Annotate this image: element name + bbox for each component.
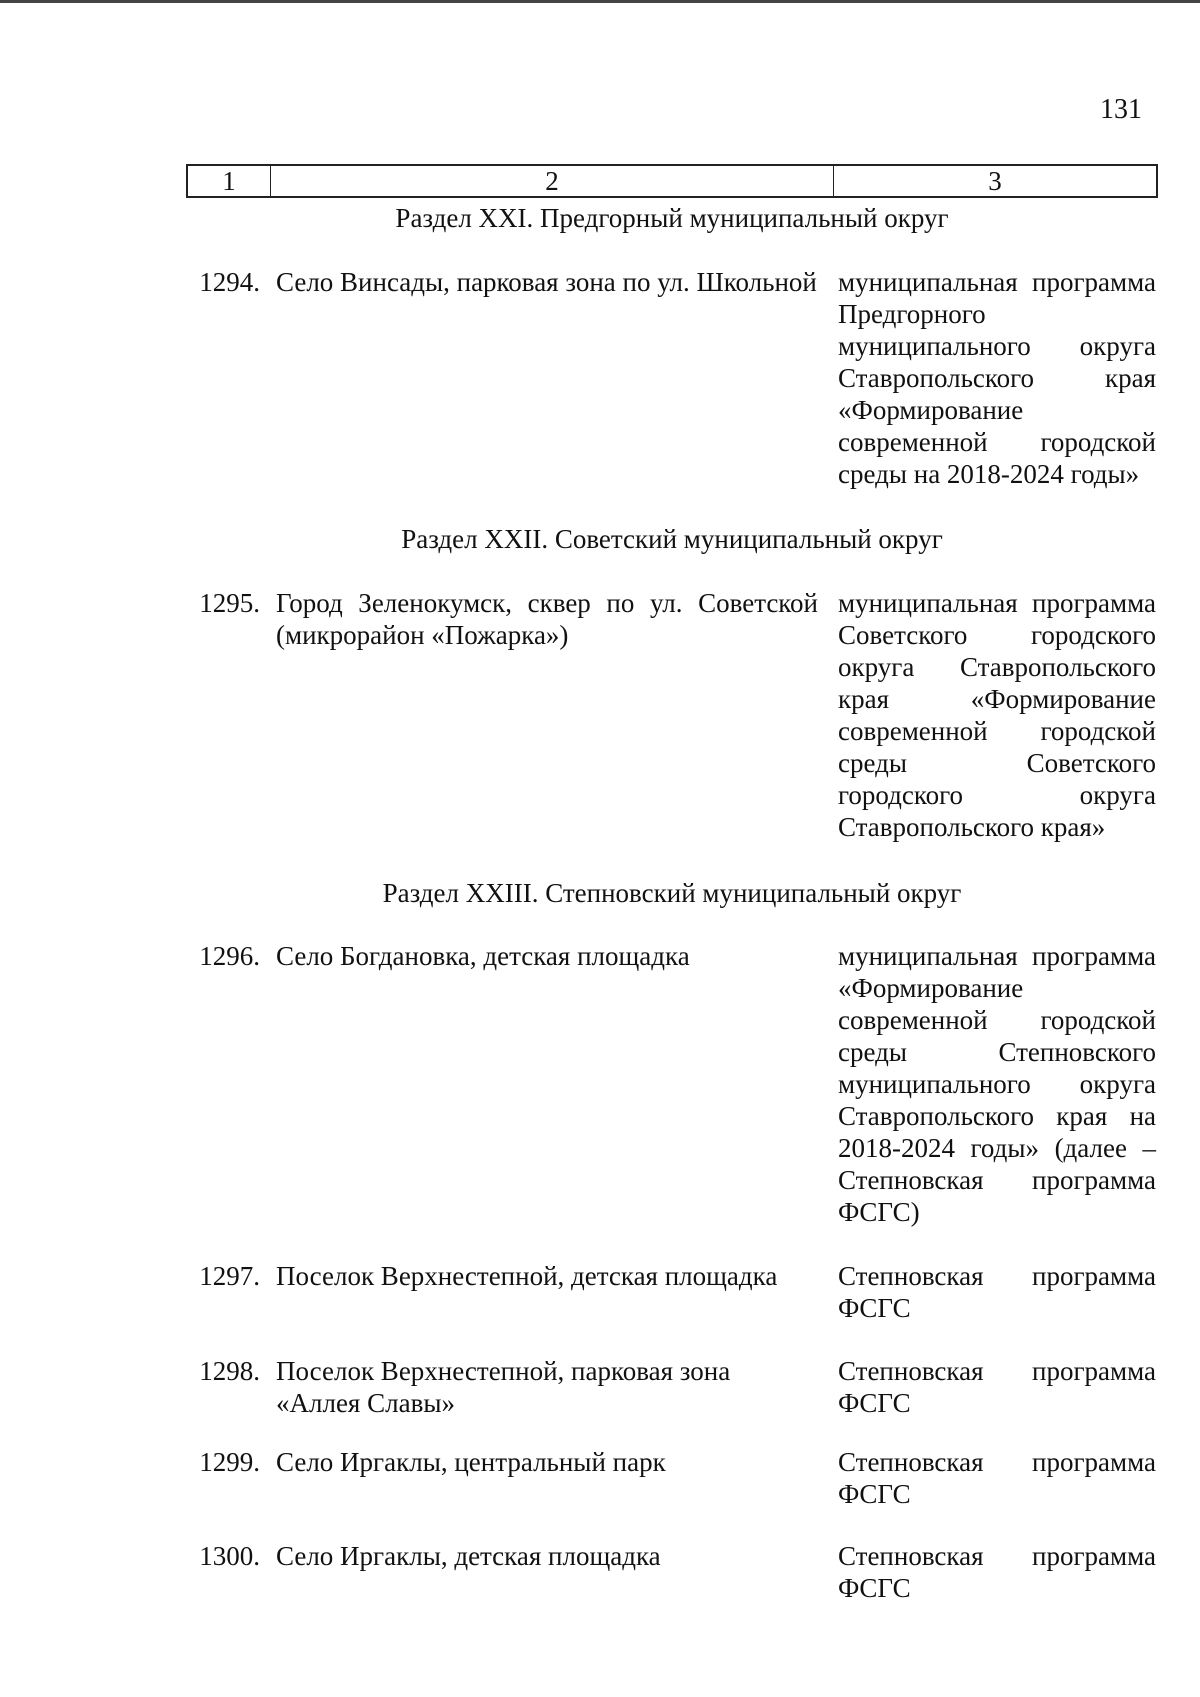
header-col-1: 1 [188,166,271,196]
page-number: 131 [1100,94,1142,125]
section-title-xxiii: Раздел XXIII. Степновский муниципальный округ [382,878,962,908]
row-name: Село Богдановка, детская площадка [276,941,690,971]
table-header [186,164,1158,198]
row-name: Поселок Верхнестепной, детская площадка [276,1261,778,1291]
row-number: 1294. [199,267,260,297]
row-number: 1299. [199,1447,260,1477]
row-program: муниципальная программа Советского городского округа Ставропольского края «Формирование современной городской среды Советского городского округа Ставропольского края» [838,588,1156,842]
section-title-xxi: Раздел XXI. Предгорный муниципальный округ [395,203,949,233]
row-number: 1296. [199,941,260,971]
row-name: Поселок Верхнестепной, парковая зона «Аллея Славы» [276,1356,731,1418]
row-name: Село Винсады, парковая зона по ул. Школьной [276,267,817,297]
row-number: 1300. [199,1541,260,1571]
top-border-line [0,0,1200,3]
row-name: Село Иргаклы, детская площадка [276,1541,661,1571]
row-number: 1297. [199,1261,260,1291]
header-col-3: 3 [988,166,1002,196]
row-program: Степновская программа ФСГС [838,1261,1156,1323]
row-number: 1295. [199,588,260,618]
row-program: Степновская программа ФСГС [838,1541,1156,1603]
row-program: муниципальная программа «Формирование современной городской среды Степновского муниципального округа Ставропольского края на 2018-2024 годы» (далее – Степновская программа ФСГС) [838,941,1156,1227]
header-col-2: 2 [271,166,834,196]
section-title-xxii: Раздел XXII. Советский муниципальный округ [401,524,943,554]
row-number: 1298. [199,1356,260,1386]
row-program: Степновская программа ФСГС [838,1356,1156,1418]
row-program: Степновская программа ФСГС [838,1447,1156,1509]
row-program: муниципальная программа Предгорного муниципального округа Ставропольского края «Формирование современной городской среды на 2018-2024 годы» [838,267,1156,489]
row-name: Село Иргаклы, центральный парк [276,1447,666,1477]
row-name: Город Зеленокумск, сквер по ул. Советской (микрорайон «Пожарка») [276,588,818,650]
